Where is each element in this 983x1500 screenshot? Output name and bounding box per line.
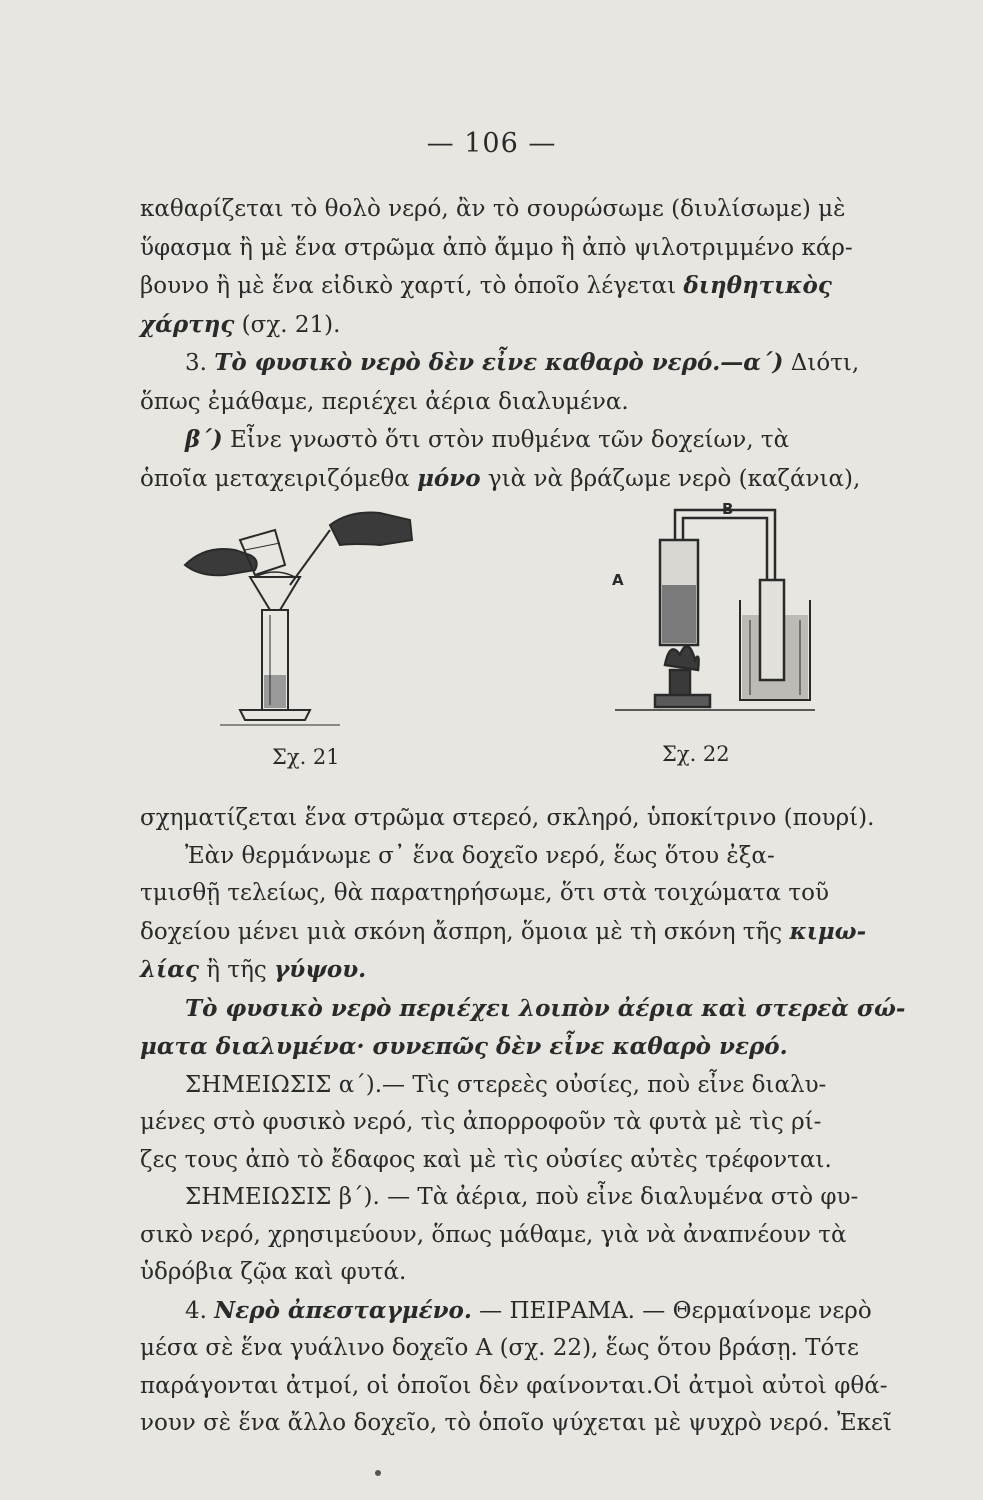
text-line: ὁποῖα μεταχειριζόμεθα μόνο γιὰ νὰ βράζωμε νερὸ (καζάνια), xyxy=(140,464,861,492)
text-line: ὑδρόβια ζῷα καὶ φυτά. xyxy=(140,1259,407,1285)
text-line: ὕφασμα ἢ μὲ ἕνα στρῶμα ἀπὸ ἄμμο ἢ ἀπὸ ψιλοτριμμένο κάρ- xyxy=(140,234,853,261)
text-line: παράγονται ἀτμοί, οἱ ὁποῖοι δὲν φαίνονται.Οἱ ἀτμοὶ αὐτοὶ φθά- xyxy=(140,1372,888,1399)
caption-fig-22: Σχ. 22 xyxy=(662,742,730,766)
text-line: ὅπως ἐμάθαμε, περιέχει ἀέρια διαλυμένα. xyxy=(140,388,629,415)
text-line: νουν σὲ ἕνα ἄλλο δοχεῖο, τὸ ὁποῖο ψύχεται μὲ ψυχρὸ νερό. Ἐκεῖ xyxy=(140,1410,892,1436)
top-text xyxy=(140,190,960,498)
conclusion-line: Τὸ φυσικὸ νερὸ περιέχει λοιπὸν ἀέρια καὶ στερεὰ σώ- xyxy=(185,994,906,1022)
text-line: Ἐὰν θερμάνωμε σ᾽ ἕνα δοχεῖο νερό, ἕως ὅτου ἐξα- xyxy=(185,842,775,869)
section-heading-4: 4. Νερὸ ἀπεσταγμένο. — ΠΕΙΡΑΜΑ. — Θερμαίνομε νερὸ xyxy=(185,1296,872,1324)
print-speck xyxy=(375,1470,381,1476)
text-line: βουνο ἢ μὲ ἕνα εἰδικὸ χαρτί, τὸ ὁποῖο λέγεται διηθητικὸς xyxy=(140,272,832,299)
label-b: B xyxy=(722,500,734,518)
page-number: — 106 — xyxy=(426,128,557,159)
text-line: σχηματίζεται ἕνα στρῶμα στερεό, σκληρό, ὑποκίτρινο (πουρί). xyxy=(140,805,875,831)
note-b: ΣΗΜΕΙΩΣΙΣ β΄). — Τὰ ἀέρια, ποὺ εἶνε διαλυμένα στὸ φυ- xyxy=(185,1184,859,1210)
text-line: β΄) Εἶνε γνωστὸ ὅτι στὸν πυθμένα τῶν δοχείων, τὰ xyxy=(185,426,790,453)
text-line: μένες στὸ φυσικὸ νερό, τὶς ἀπορροφοῦν τὰ φυτὰ μὲ τὶς ρί- xyxy=(140,1109,822,1135)
bottom-text xyxy=(140,800,960,1443)
text-line: τμισθῇ τελείως, θὰ παρατηρήσωμε, ὅτι στὰ τοιχώματα τοῦ xyxy=(140,880,829,906)
label-a: A xyxy=(612,571,624,589)
text-line: σικὸ νερό, χρησιμεύουν, ὅπως μάθαμε, γιὰ νὰ ἀναπνέουν τὰ xyxy=(140,1221,847,1248)
text-line: χάρτης (σχ. 21). xyxy=(140,310,341,338)
conclusion-line: ματα διαλυμένα· συνεπῶς δὲν εἶνε καθαρὸ νερό. xyxy=(140,1033,788,1060)
text-line: ζες τους ἀπὸ τὸ ἔδαφος καὶ μὲ τὶς οὐσίες αὐτὲς τρέφονται. xyxy=(140,1146,832,1173)
section-heading-3: 3. Τὸ φυσικὸ νερὸ δὲν εἶνε καθαρὸ νερό.—α΄) Διότι, xyxy=(185,349,860,376)
figure-22-distillation xyxy=(600,490,820,720)
caption-fig-21: Σχ. 21 xyxy=(272,745,340,769)
text-line: μέσα σὲ ἕνα γυάλινο δοχεῖο Α (σχ. 22), ἕως ὅτου βράσῃ. Τότε xyxy=(140,1335,859,1361)
figure-21-filtration xyxy=(180,505,420,735)
text-line: δοχείου μένει μιὰ σκόνη ἄσπρη, ὅμοια μὲ τὴ σκόνη τῆς κιμω- xyxy=(140,917,867,945)
note-a: ΣΗΜΕΙΩΣΙΣ α΄).— Τὶς στερεὲς οὐσίες, ποὺ εἶνε διαλυ- xyxy=(185,1071,827,1098)
text-line: λίας ἢ τῆς γύψου. xyxy=(140,956,367,983)
text-line: καθαρίζεται τὸ θολὸ νερό, ἂν τὸ σουρώσωμε (διυλίσωμε) μὲ xyxy=(140,196,846,222)
